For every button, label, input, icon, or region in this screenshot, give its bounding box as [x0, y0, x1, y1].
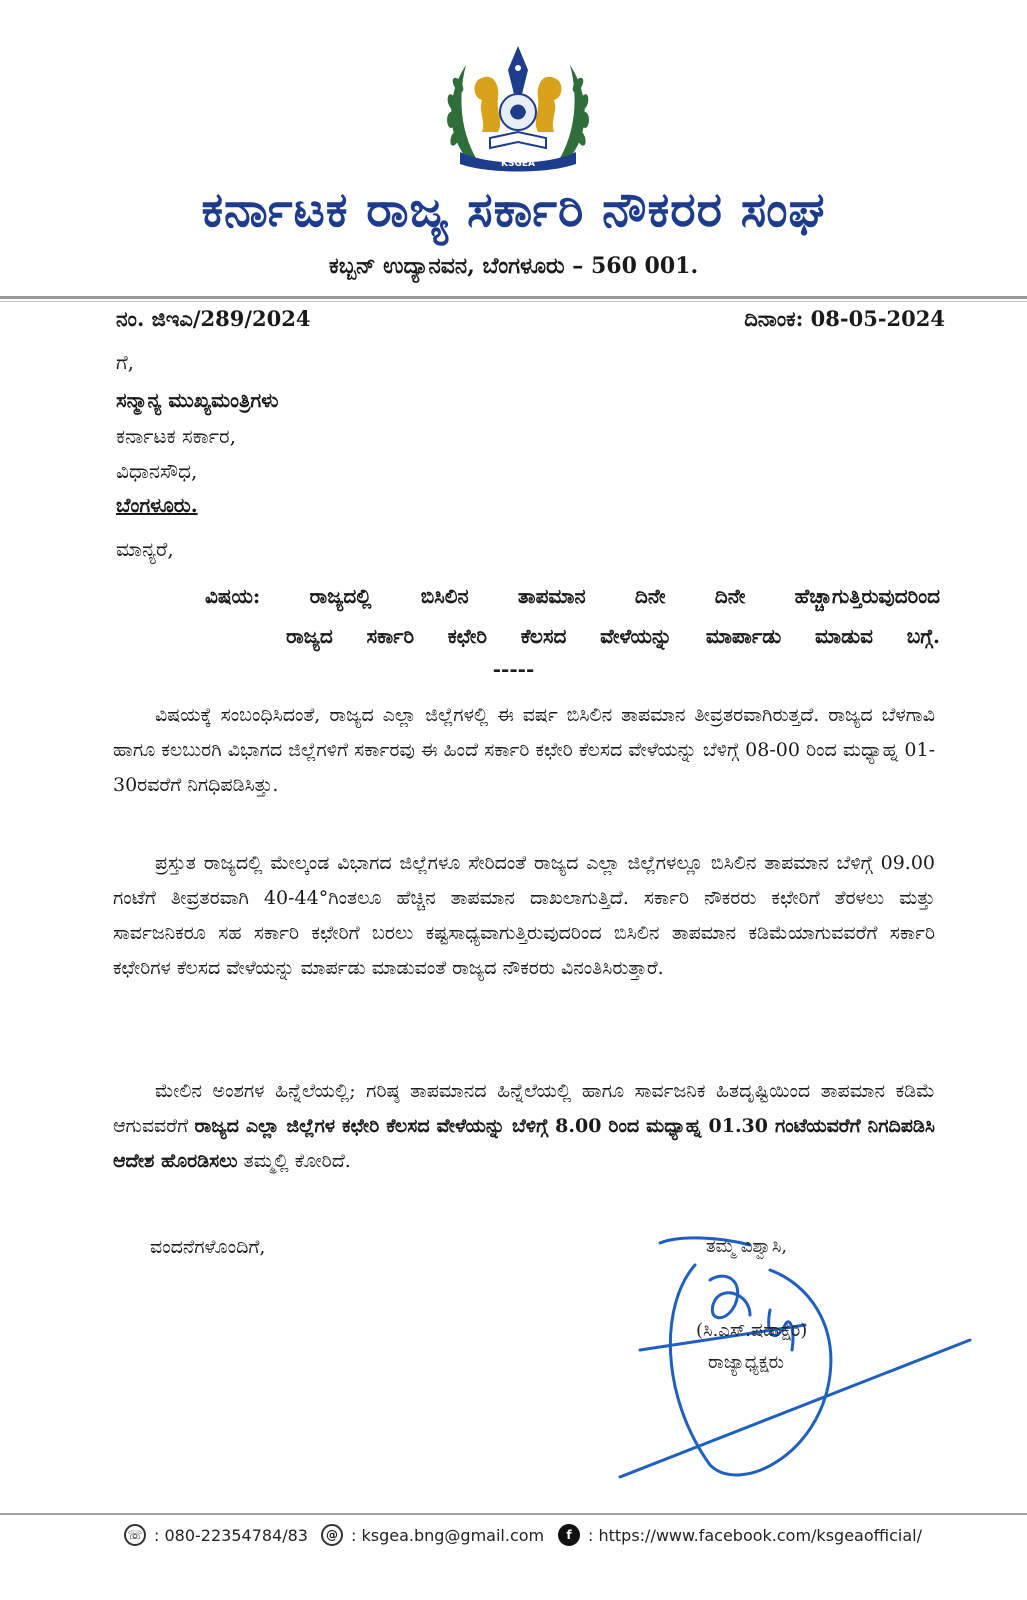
- footer-email: [321, 1524, 544, 1546]
- facebook-icon: f: [558, 1524, 580, 1546]
- header-divider-secondary: [0, 301, 1027, 302]
- recipient-line-3: ವಿಧಾನಸೌಧ,: [116, 459, 198, 483]
- signatory-name: (ಸಿ.ಎಸ್.ಷಡಾಕ್ಷರಿ): [696, 1320, 808, 1341]
- subject-separator: -----: [492, 657, 535, 681]
- ksgea-emblem: [438, 40, 598, 175]
- paragraph-3-text: [113, 1074, 935, 1179]
- header-divider: [0, 296, 1027, 299]
- footer-facebook: [558, 1524, 922, 1546]
- organization-name: ಕರ್ನಾಟಕ ರಾಜ್ಯ ಸರ್ಕಾರಿ ನೌಕರರ ಸಂಘ: [201, 182, 826, 238]
- body-paragraph-2: [113, 846, 935, 986]
- subject-line-2: ರಾಜ್ಯದ ಸರ್ಕಾರಿ ಕಛೇರಿ ಕೆಲಸದ ವೇಳೆಯನ್ನು ಮಾರ್ಪಾಡು ಮಾಡುವ ಬಗ್ಗೆ.: [286, 624, 940, 648]
- recipient-line-2: ಕರ್ನಾಟಕ ಸರ್ಕಾರ,: [116, 424, 236, 448]
- signature-yours: ತಮ್ಮ ವಿಶ್ವಾಸಿ,: [706, 1236, 788, 1257]
- footer-phone: [124, 1524, 308, 1546]
- facebook-url: : https://www.facebook.com/ksgeaofficial/: [588, 1525, 922, 1545]
- paragraph-3-bold: ರಾಜ್ಯದ ಎಲ್ಲಾ ಜಿಲ್ಲೆಗಳ ಕಛೇರಿ ಕೆಲಸದ ವೇಳೆಯನ್ನು ಬೆಳಿಗ್ಗೆ 8.00 ರಿಂದ ಮಧ್ಯಾಹ್ನ 01.30 ಗಂಟೆಯವರೆಗೆ ನಿಗದಿಪಡಿಸಿ ಆದೇಶ ಹೊರಡಿಸಲು: [113, 1115, 935, 1172]
- signatory-title: ರಾಜ್ಯಾಧ್ಯಕ್ಷರು: [708, 1352, 784, 1373]
- body-paragraph-1: [113, 698, 935, 803]
- organization-address: [0, 253, 1027, 279]
- phone-number: : 080-22354784/83: [154, 1525, 308, 1545]
- recipient-to: ಗೆ,: [116, 350, 134, 374]
- address-text: ಕಬ್ಬನ್ ಉದ್ಯಾನವನ, ಬೆಂಗಳೂರು –: [328, 253, 584, 279]
- handwritten-signature: [600, 1225, 1000, 1495]
- phone-icon: ☏: [124, 1524, 146, 1546]
- emblem-label: KSGEA: [501, 159, 535, 169]
- pincode: 560 001.: [590, 253, 699, 279]
- letter-date: [744, 306, 945, 332]
- email-icon: @: [321, 1524, 343, 1546]
- date-value: 08-05-2024: [810, 306, 945, 331]
- salutation: ಮಾನ್ಯರೆ,: [116, 537, 174, 561]
- paragraph-1-text: ವಿಷಯಕ್ಕೆ ಸಂಬಂಧಿಸಿದಂತೆ, ರಾಜ್ಯದ ಎಲ್ಲಾ ಜಿಲ್ಲೆಗಳಲ್ಲಿ ಈ ವರ್ಷ ಬಿಸಿಲಿನ ತಾಪಮಾನ ತೀವ್ರತರವಾಗಿರುತ್ತದೆ. ರಾಜ್ಯದ ಬೆಳಗಾವಿ ಹಾಗೂ ಕಲಬುರಗಿ ವಿಭಾಗದ ಜಿಲ್ಲೆಗಳಿಗೆ ಸರ್ಕಾರವು ಈ ಹಿಂದೆ ಸರ್ಕಾರಿ ಕಛೇರಿ ಕೆಲಸದ ವೇಳೆಯನ್ನು ಬೆಳಿಗ್ಗೆ 08-00 ರಿಂದ ಮಧ್ಯಾಹ್ನ 01-30ರವರೆಗೆ ನಿಗಧಿಪಡಿಸಿತ್ತು.: [113, 704, 935, 796]
- paragraph-3-plain: ಮೇಲಿನ ಅಂಶಗಳ ಹಿನ್ನೆಲೆಯಲ್ಲಿ; ಗರಿಷ್ಠ ತಾಪಮಾನದ ಹಿನ್ನೆಲೆಯಲ್ಲಿ ಹಾಗೂ ಸಾರ್ವಜನಿಕ ಹಿತದೃಷ್ಟಿಯಿಂದ ತಾಪಮಾನ ಕಡಿಮೆ ಆಗುವವರೆಗೆ: [113, 1080, 935, 1137]
- recipient-line-4: ಬೆಂಗಳೂರು.: [116, 493, 198, 517]
- date-label: ದಿನಾಂಕ:: [744, 306, 804, 331]
- email-address: : ksgea.bng@gmail.com: [351, 1525, 545, 1545]
- recipient-line-1: ಸನ್ಮಾನ್ಯ ಮುಖ್ಯಮಂತ್ರಿಗಳು: [116, 388, 279, 412]
- subject-line-1: ವಿಷಯ: ರಾಜ್ಯದಲ್ಲಿ ಬಿಸಿಲಿನ ತಾಪಮಾನ ದಿನೇ ದಿನೇ ಹೆಚ್ಚಾಗುತ್ತಿರುವುದರಿಂದ: [205, 584, 940, 608]
- closing: ವಂದನೆಗಳೊಂದಿಗೆ,: [150, 1236, 266, 1258]
- paragraph-3-end: ತಮ್ಮಲ್ಲಿ ಕೋರಿದೆ.: [237, 1150, 351, 1172]
- body-paragraph-3: [113, 1074, 935, 1179]
- paragraph-2-text: ಪ್ರಸ್ತುತ ರಾಜ್ಯದಲ್ಲಿ ಮೇಲ್ಕಂಡ ವಿಭಾಗದ ಜಿಲ್ಲೆಗಳೂ ಸೇರಿದಂತೆ ರಾಜ್ಯದ ಎಲ್ಲಾ ಜಿಲ್ಲೆಗಳಲ್ಲೂ ಬಿಸಿಲಿನ ತಾಪಮಾನ ಬೆಳಿಗ್ಗೆ 09.00 ಗಂಟೆಗೆ ತೀವ್ರತರವಾಗಿ 40-44°ಗಿಂತಲೂ ಹೆಚ್ಚಿನ ತಾಪಮಾನ ದಾಖಲಾಗುತ್ತಿದೆ. ಸರ್ಕಾರಿ ನೌಕರರು ಕಛೇರಿಗೆ ತೆರಳಲು ಮತ್ತು ಸಾರ್ವಜನಿಕರೂ ಸಹ ಸರ್ಕಾರಿ ಕಛೇರಿಗೆ ಬರಲು ಕಷ್ಟಸಾಧ್ಯವಾಗುತ್ತಿರುವುದರಿಂದ ಬಿಸಿಲಿನ ತಾಪಮಾನ ಕಡಿಮೆಯಾಗುವವರೆಗೆ ಸರ್ಕಾರಿ ಕಛೇರಿಗಳ ಕೆಲಸದ ವೇಳೆಯನ್ನು ಮಾರ್ಪಡು ಮಾಡುವಂತೆ ರಾಜ್ಯದ ನೌಕರರು ವಿನಂತಿಸಿರುತ್ತಾರೆ.: [113, 852, 935, 979]
- footer-divider: [0, 1513, 1027, 1515]
- reference-number: ನಂ. ಜಿಇಎ/289/2024: [116, 306, 311, 331]
